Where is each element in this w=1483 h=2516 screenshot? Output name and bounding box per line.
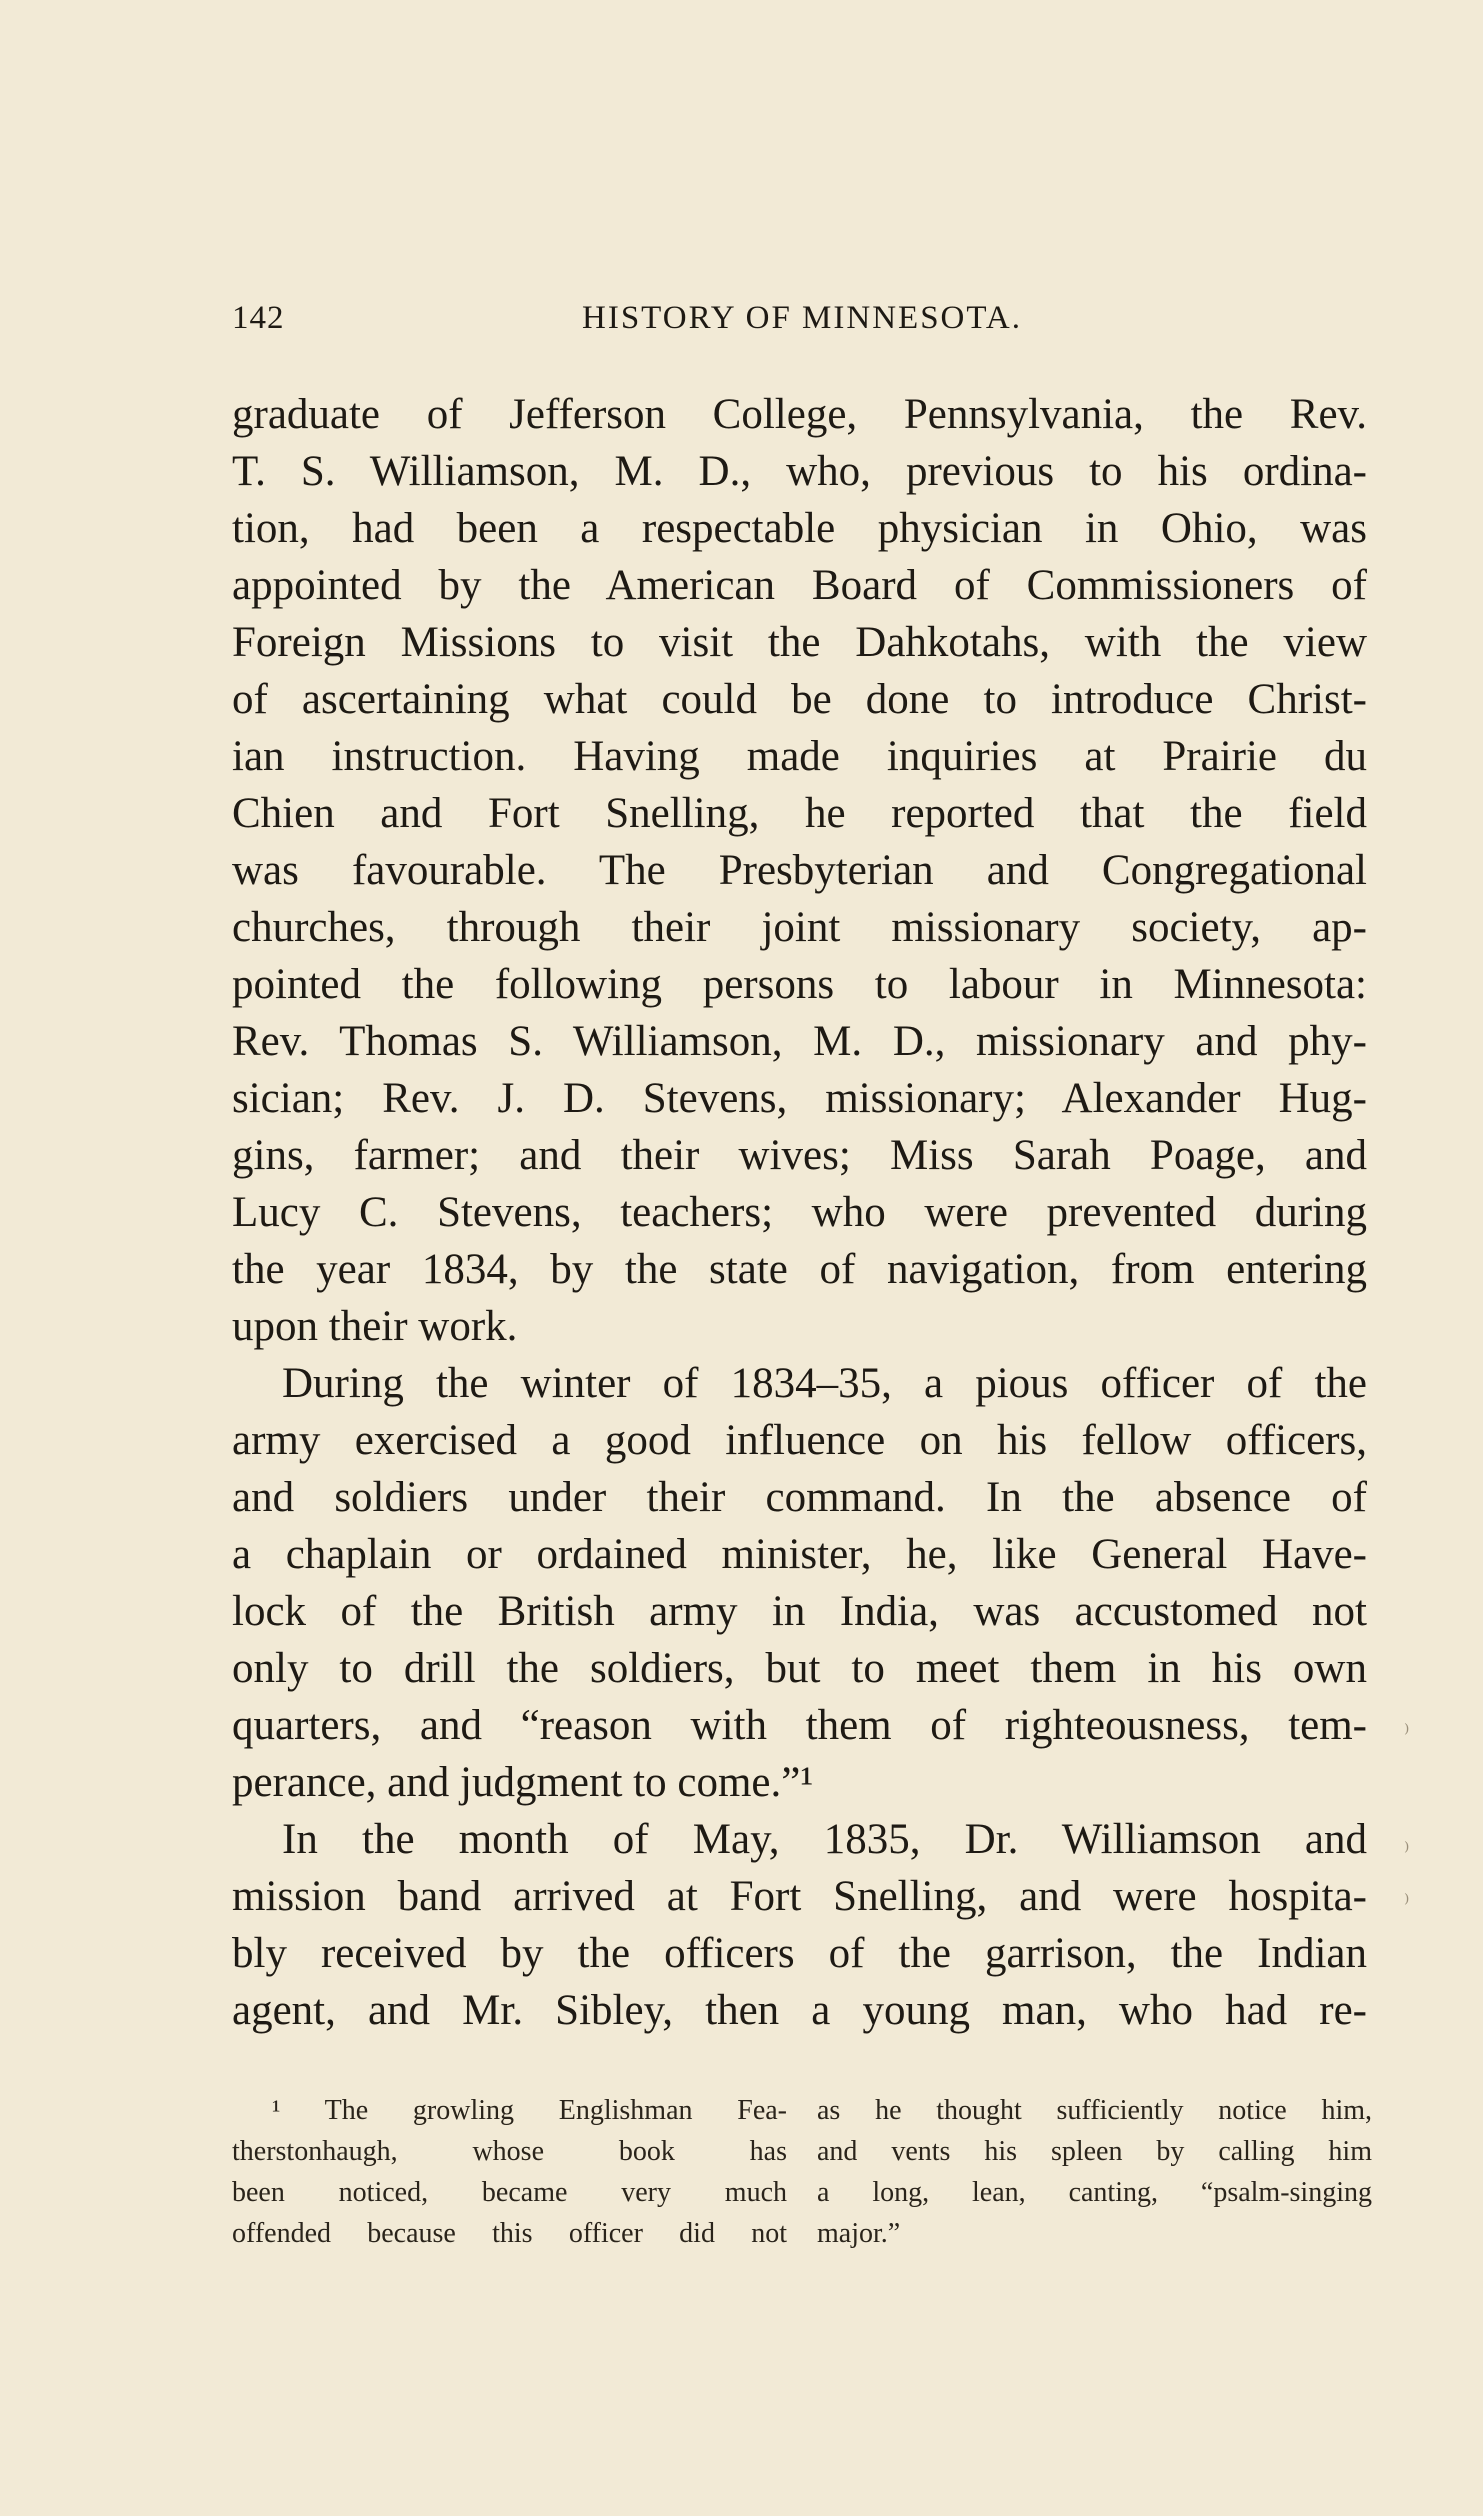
text-line: upon their work. xyxy=(232,1303,518,1350)
text-line: pointed the following persons to labour in Minnesota: xyxy=(232,961,1367,1008)
margin-tick-mark: ⁾ xyxy=(1404,1838,1410,1863)
footnote-column-left xyxy=(232,2090,787,2254)
footnote-line: major.” xyxy=(817,2218,901,2249)
text-line: appointed by the American Board of Commissioners of xyxy=(232,562,1367,609)
running-head xyxy=(232,300,1372,350)
text-line: churches, through their joint missionary society, ap- xyxy=(232,904,1367,951)
text-line: mission band arrived at Fort Snelling, and were hospita- xyxy=(232,1873,1367,1920)
margin-tick-mark: ⁾ xyxy=(1404,1890,1410,1915)
text-line: Rev. Thomas S. Williamson, M. D., missionary and phy- xyxy=(232,1018,1367,1065)
text-line: graduate of Jefferson College, Pennsylvania, the Rev. xyxy=(232,391,1367,438)
footnote-line: been noticed, became very much xyxy=(232,2177,787,2208)
text-line: T. S. Williamson, M. D., who, previous to his ordina- xyxy=(232,448,1367,495)
margin-tick-mark: ⁾ xyxy=(1404,1720,1410,1745)
text-line: Chien and Fort Snelling, he reported that the field xyxy=(232,790,1367,837)
footnote-line: as he thought sufficiently notice him, xyxy=(817,2095,1372,2126)
body-text xyxy=(232,386,1367,2039)
text-line: Lucy C. Stevens, teachers; who were prevented during xyxy=(232,1189,1367,1236)
text-line: sician; Rev. J. D. Stevens, missionary; Alexander Hug- xyxy=(232,1075,1367,1122)
footnote-line: ¹ The growling Englishman Fea- xyxy=(272,2095,787,2126)
text-line: was favourable. The Presbyterian and Congregational xyxy=(232,847,1367,894)
text-line: ian instruction. Having made inquiries at Prairie du xyxy=(232,733,1367,780)
text-line: quarters, and “reason with them of righteousness, tem- xyxy=(232,1702,1367,1749)
text-line: bly received by the officers of the garrison, the Indian xyxy=(232,1930,1367,1977)
text-line: perance, and judgment to come.”¹ xyxy=(232,1759,814,1806)
text-line: During the winter of 1834–35, a pious officer of the xyxy=(282,1360,1367,1407)
footnote-line: a long, lean, canting, “psalm-singing xyxy=(817,2177,1372,2208)
text-line: a chaplain or ordained minister, he, like General Have- xyxy=(232,1531,1367,1578)
page-number: 142 xyxy=(232,300,285,336)
text-line: of ascertaining what could be done to introduce Christ- xyxy=(232,676,1367,723)
text-line: only to drill the soldiers, but to meet them in his own xyxy=(232,1645,1367,1692)
text-line: and soldiers under their command. In the absence of xyxy=(232,1474,1367,1521)
footnote-line: and vents his spleen by calling him xyxy=(817,2136,1372,2167)
text-line: gins, farmer; and their wives; Miss Sarah Poage, and xyxy=(232,1132,1367,1179)
text-line: tion, had been a respectable physician in Ohio, was xyxy=(232,505,1367,552)
text-line: In the month of May, 1835, Dr. Williamson and xyxy=(282,1816,1367,1863)
footnote-line: offended because this officer did not xyxy=(232,2218,787,2249)
footnote-line: therstonhaugh, whose book has xyxy=(232,2136,787,2167)
text-line: lock of the British army in India, was accustomed not xyxy=(232,1588,1367,1635)
text-line: army exercised a good influence on his fellow officers, xyxy=(232,1417,1367,1464)
text-line: Foreign Missions to visit the Dahkotahs, with the view xyxy=(232,619,1367,666)
footnote-column-right xyxy=(817,2090,1372,2254)
text-line: the year 1834, by the state of navigation, from entering xyxy=(232,1246,1367,1293)
running-title: HISTORY OF MINNESOTA. xyxy=(582,300,1022,336)
text-line: agent, and Mr. Sibley, then a young man, who had re- xyxy=(232,1987,1367,2034)
